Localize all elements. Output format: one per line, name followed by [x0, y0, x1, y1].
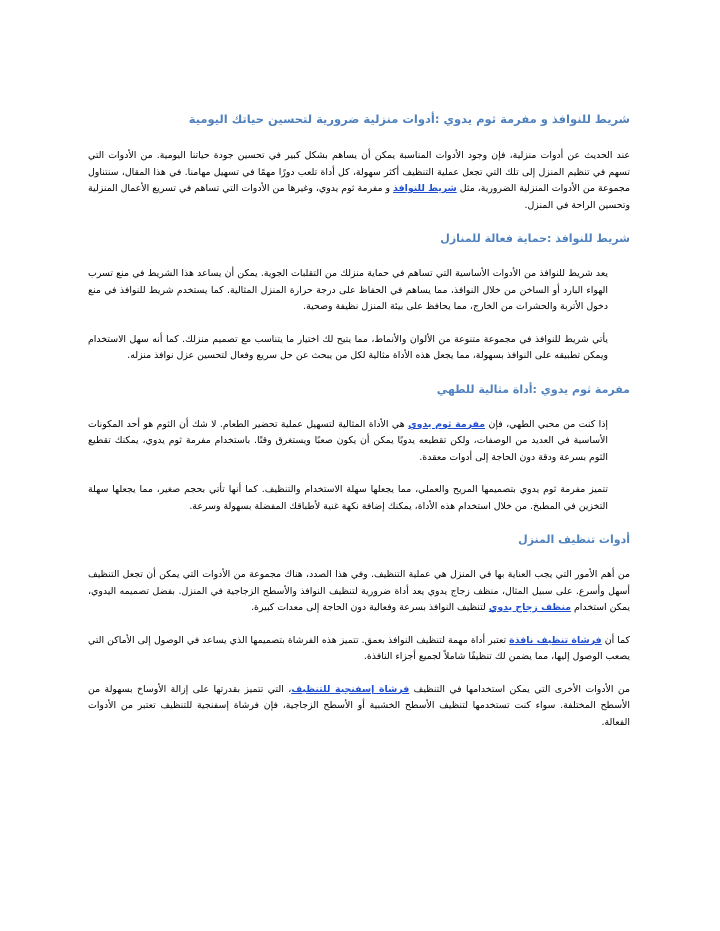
garlic-press-paragraph-1 — [88, 417, 630, 467]
garlic-text-2: هي الأداة المثالية لتسهيل عملية تحضير الطعام. لا شك أن الثوم هو أحد المكونات الأساسية في العديد من الوصفات، ولكن تقطيعه يدويًا يمكن أن يكون صعبًا ويستغرق وقتًا. باستخدام مفرمة ثوم يدوي، يمكنك تقطيع الثوم بسرعة ودقة دون الحاجة إلى أدوات معقدة. — [88, 418, 608, 463]
cleaning-text-3a: من الأدوات الأخرى التي يمكن استخدامها في التنظيف — [409, 683, 630, 695]
window-brush-link[interactable]: فرشاة تنظيف نافذة — [509, 634, 602, 646]
article-title: شريط للنوافذ و مفرمة ثوم يدوي :أدوات منزلية ضرورية لتحسين حياتك اليومية — [188, 112, 630, 126]
window-tape-link[interactable]: شريط للنوافذ — [393, 183, 457, 194]
window-tape-paragraph-2: يأتي شريط للنوافذ في مجموعة متنوعة من الألوان والأنماط، مما يتيح لك اختيار ما يتناسب مع تصميم منزلك. كما أنه سهل الاستخدام ويمكن تطبيقه على النوافذ بسهولة، مما يجعل هذه الأداة مثالية لكل من يبحث عن حل سريع وفعال لتحسين عزل نوافذ منزله. — [88, 333, 608, 361]
cleaning-text-3b: ، التي تتميز بقدرتها على إزالة الأوساخ بسهولة من الأسطح المختلفة. سواء كنت تستخدمها لتنظيف الأسطح الخشبية أو الأسطح الزجاجية، فإن فرشاة إسفنجية للتنظيف تعتبر من الأدوات الفعالة. — [88, 683, 630, 728]
window-tape-paragraph-1: يعد شريط للنوافذ من الأدوات الأساسية التي تساهم في حماية منزلك من التقلبات الجوية. يمكن أن يساعد هذا الشريط في منع تسرب الهواء البارد أو الساخن من خلال النوافذ، مما يساهم في الحفاظ على درجة حرارة المنزل المثالية. كما يستخدم شريط للنوافذ في منع دخول الأتربة والحشرات من الخارج، مما يحافظ على بيئة المنزل نظيفة وصحية. — [88, 268, 608, 312]
article — [88, 110, 630, 747]
cleaning-text-2a: كما أن — [601, 634, 631, 646]
section-heading-window-tape: شريط للنوافذ :حماية فعالة للمنازل — [440, 232, 630, 245]
intro-text-1: عند الحديث عن أدوات منزلية، فإن وجود الأدوات المناسبة يمكن أن يساهم بشكل كبير في تحسين جودة حياتنا اليومية. من الأدوات التي تسهم في تنظيم المنزل إلى تلك التي تجعل عملية التنظيف أكثر سهولة، كل أداة تلعب دورًا مهمًا في تسهيل مهامنا. في هذا المقال، سنتناول مجموعة من الأدوات المنزلية الضرورية، مثل — [88, 150, 630, 194]
garlic-press-paragraph-2: تتميز مفرمة ثوم يدوي بتصميمها المريح والعملي، مما يجعلها سهلة الاستخدام والتنظيف. كما أنها تأتي بحجم صغير، مما يجعلها سهلة التخزين في المطبخ. من خلال استخدام هذه الأداة، يمكنك إضافة نكهة غنية لأطباقك المفضلة بسهولة وسرعة. — [88, 484, 608, 512]
cleaning-paragraph-1 — [88, 567, 630, 617]
garlic-text-1: إذا كنت من محبي الطهي، فإن — [485, 418, 608, 430]
cleaning-paragraph-3 — [88, 682, 630, 732]
cleaning-text-2b: تعتبر أداة مهمة لتنظيف النوافذ بعمق. تتميز هذه الفرشاة بتصميمها الذي يساعد في الوصول إلى الأماكن التي يصعب الوصول إليها، مما يضمن لك تنظيفًا شاملاً لجميع أجزاء النافذة. — [88, 634, 630, 662]
section-heading-garlic-press: مفرمة ثوم يدوي :أداة مثالية للطهي — [436, 382, 630, 396]
section-heading-cleaning-tools: أدوات تنظيف المنزل — [518, 533, 630, 546]
cleaning-paragraph-2 — [88, 633, 630, 666]
glass-cleaner-link[interactable]: منظف زجاج يدوي — [488, 602, 572, 613]
cleaning-text-1b: لتنظيف النوافذ بسرعة وفعالية دون الحاجة إلى معدات كبيرة. — [251, 602, 489, 613]
sponge-brush-link[interactable]: فرشاة إسفنجية للتنظيف — [291, 683, 410, 695]
garlic-press-link[interactable]: مفرمة ثوم يدوي — [408, 418, 486, 430]
cleaning-text-1a: من أهم الأمور التي يجب العناية بها في المنزل هي عملية التنظيف. وفي هذا الصدد، هناك مجموعة من الأدوات التي يمكن أن تجعل التنظيف أسهل وأسرع. على سبيل المثال، منظف زجاج يدوي يعد أداة ضرورية لتنظيف النوافذ والأسطح الزجاجية في المنزل. بفضل تصميمه اليدوي، يمكن استخدام — [88, 569, 630, 613]
intro-text-2: و مفرمة ثوم يدوي، وغيرها من الأدوات التي تساهم في تسريع الأعمال المنزلية وتحسين الراحة في المنزل. — [88, 183, 630, 211]
intro-paragraph — [88, 148, 630, 214]
